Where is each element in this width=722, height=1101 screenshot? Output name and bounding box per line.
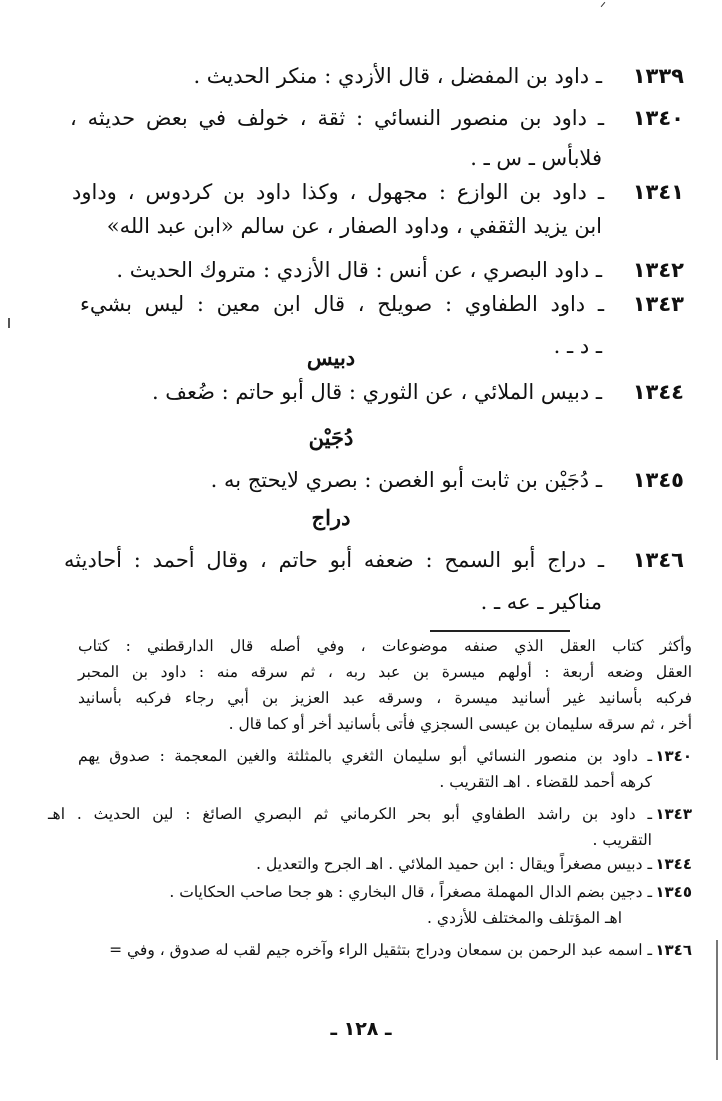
footnote-text: ـ اسمه عبد الرحمن بن سمعان ودراج بتثقيل الراء وآخره جيم لقب له صدوق ، وفي = bbox=[109, 941, 652, 959]
entry-number: ١٣٤١ bbox=[632, 180, 684, 204]
entry-text-continued: ابن يزيد الثقفي ، وداود الصفار ، عن سالم «ابن عبد الله» bbox=[106, 214, 602, 238]
footnote-text: أخر ، ثم سرقه سليمان بن عيسى السجزي فأتى بأسانيد أخر أو كما قال . bbox=[228, 715, 692, 733]
footnote-text: العقل وضعه أربعة : أولهم ميسرة بن عبد ربه ، ثم سرقه منه : داود بن المحبر bbox=[78, 663, 692, 681]
entry-number: ١٣٣٩ bbox=[632, 64, 684, 88]
entry-text: ـ داود بن الوازع : مجهول ، وكذا داود بن كردوس ، وداود bbox=[72, 180, 604, 204]
footnote-text: التقريب . bbox=[592, 831, 652, 849]
section-heading: دراج bbox=[311, 505, 351, 530]
entry-text: ـ دبيس الملائي ، عن الثوري : قال أبو حاتم : ضُعف . bbox=[151, 380, 602, 404]
page-number: ـ ١٢٨ ـ bbox=[330, 1018, 392, 1040]
footnote-divider bbox=[430, 630, 570, 632]
scan-mark bbox=[8, 318, 10, 328]
entry-text-continued: فلابأس ـ س ـ . bbox=[470, 146, 602, 170]
footnote-text: ـ دجين بضم الدال المهملة مصغراً ، قال البخاري : هو جحا صاحب الحكايات . bbox=[169, 883, 652, 901]
entry-text: ـ دراج أبو السمح : ضعفه أبو حاتم ، وقال أحمد : أحاديثه bbox=[64, 548, 604, 572]
footnote-number: ١٣٤٤ bbox=[655, 855, 692, 873]
entry-number: ١٣٤٢ bbox=[632, 258, 684, 282]
footnote-number: ١٣٤٦ bbox=[655, 941, 692, 959]
footnote-text: ـ دبيس مصغراً ويقال : ابن حميد الملائي . اهـ الجرح والتعديل . bbox=[256, 855, 652, 873]
scan-mark bbox=[716, 940, 718, 1060]
entry-text-continued: مناكير ـ عه ـ . bbox=[480, 590, 602, 614]
footnote-number: ١٣٤٠ bbox=[655, 747, 692, 765]
footnote-text: كرهه أحمد للقضاء . اهـ التقريب . bbox=[439, 773, 652, 791]
entry-text-continued: ـ د ـ . bbox=[553, 334, 602, 358]
entry-number: ١٣٤٥ bbox=[632, 468, 684, 492]
scan-mark bbox=[601, 2, 606, 7]
footnote-text: ـ داود بن راشد الطفاوي أبو بحر الكرماني ثم البصري الصائغ : لين الحديث . اهـ bbox=[48, 805, 652, 823]
footnote-text: وأكثر كتاب العقل الذي صنفه موضوعات ، وفي أصله قال الدارقطني : كتاب bbox=[78, 637, 692, 655]
entry-number: ١٣٤٠ bbox=[632, 106, 684, 130]
footnote-text: ـ داود بن منصور النسائي أبو سليمان الثغري بالمثلثة والغين المعجمة : صدوق يهم bbox=[78, 747, 652, 765]
entry-number: ١٣٤٣ bbox=[632, 292, 684, 316]
entry-number: ١٣٤٤ bbox=[632, 380, 684, 404]
entry-text: ـ دُجَيْن بن ثابت أبو الغصن : بصري لايحتج به . bbox=[210, 468, 602, 492]
entry-text: ـ داود بن المفضل ، قال الأزدي : منكر الحديث . bbox=[193, 64, 602, 88]
footnote-text: فركبه بأسانيد غير أسانيد ميسرة ، وسرقه عبد العزيز بن أبي رجاء فركبه بأسانيد bbox=[78, 689, 692, 707]
footnote-number: ١٣٤٥ bbox=[655, 883, 692, 901]
entry-text: ـ داود البصري ، عن أنس : قال الأزدي : متروك الحديث . bbox=[116, 258, 602, 282]
section-heading: دبيس bbox=[306, 345, 356, 370]
footnote-number: ١٣٤٣ bbox=[655, 805, 692, 823]
entry-text: ـ داود بن منصور النسائي : ثقة ، خولف في بعض حديثه ، bbox=[70, 106, 604, 130]
footnote-text: اهـ المؤتلف والمختلف للأزدي . bbox=[427, 909, 622, 927]
section-heading: دُجَيْن bbox=[308, 425, 354, 450]
entry-number: ١٣٤٦ bbox=[632, 548, 684, 572]
entry-text: ـ داود الطفاوي : صويلح ، قال ابن معين : ليس بشيء bbox=[80, 292, 604, 316]
